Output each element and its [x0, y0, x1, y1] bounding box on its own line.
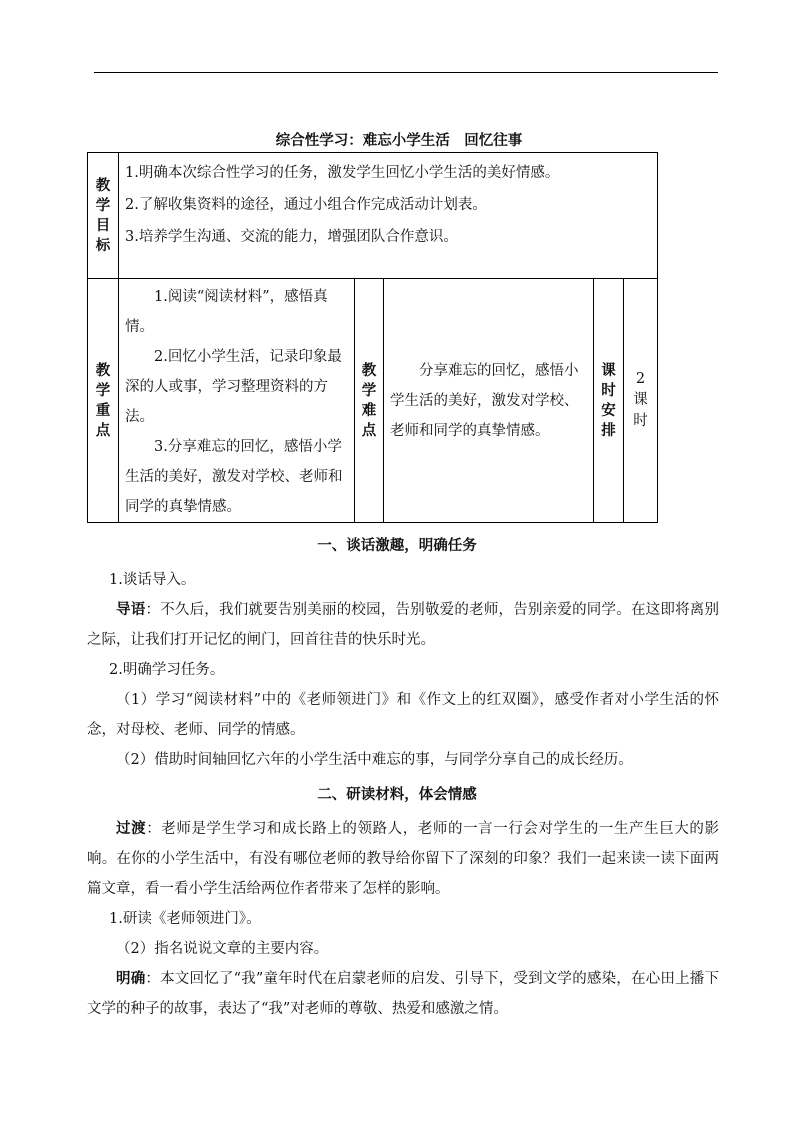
paragraph: 导语：不久后，我们就要告别美丽的校园，告别敬爱的老师，告别亲爱的同学。在这即将离别之际，让我们打开记忆的闸门，回首往昔的快乐时光。	[87, 602, 720, 648]
paragraph: （2）指名说说文章的主要内容。	[116, 941, 329, 957]
key-point-item: 2.回忆小学生活，记录印象最深的人或事，学习整理资料的方法。	[125, 349, 342, 425]
paragraph: （1）学习“阅读材料”中的《老师领进门》和《作文上的红双圈》，感受作者对小学生活的怀念，对母校、老师、同学的情感。	[87, 692, 719, 738]
goals-row	[88, 153, 658, 279]
difficulty-label: 教 学 难 点	[355, 279, 384, 523]
key-points-cell	[119, 279, 355, 523]
hours-label: 课 时 安 排	[594, 279, 624, 523]
paragraph: 1.研读《老师领进门》。	[109, 911, 261, 927]
paragraph: 1.谈话导入。	[109, 572, 196, 588]
goal-item: 1.明确本次综合性学习的任务，激发学生回忆小学生活的美好情感。	[125, 165, 560, 181]
page-title: 综合性学习：难忘小学生活 回忆往事	[275, 133, 523, 149]
key-point-item: 3.分享难忘的回忆，感悟小学生活的美好，激发对学校、老师和同学的真挚情感。	[125, 439, 343, 515]
section-heading-2: 二、研读材料，体会情感	[317, 787, 477, 803]
difficulty-cell: 分享难忘的回忆，感悟小学生活的美好，激发对学校、老师和同学的真挚情感。	[384, 279, 594, 523]
key-point-item: 1.阅读“阅读材料”，感悟真情。	[125, 289, 328, 335]
paragraph: （2）借助时间轴回忆六年的小学生活中难忘的事，与同学分享自己的成长经历。	[116, 752, 633, 768]
hours-value: 2 课 时	[624, 279, 658, 523]
section-heading-1: 一、谈话激趣，明确任务	[317, 538, 477, 554]
goals-label: 教 学 目 标	[88, 153, 119, 279]
paragraph: 2.明确学习任务。	[109, 662, 225, 678]
goals-cell	[119, 153, 658, 279]
paragraph: 明确：本文回忆了“我”童年时代在启蒙老师的启发、引导下，受到文学的感染，在心田上播下文学的种子的故事，表达了“我”对老师的尊敬、热爱和感激之情。	[87, 971, 720, 1017]
focus-row	[88, 279, 658, 523]
key-points-label: 教 学 重 点	[88, 279, 119, 523]
goal-item: 2.了解收集资料的途径，通过小组合作完成活动计划表。	[125, 197, 487, 213]
goal-item: 3.培养学生沟通、交流的能力，增强团队合作意识。	[125, 229, 458, 245]
header-rule	[94, 72, 718, 73]
lesson-plan-table	[87, 152, 658, 523]
paragraph: 过渡：老师是学生学习和成长路上的领路人，老师的一言一行会对学生的一生产生巨大的影响。在你的小学生活中，有没有哪位老师的教导给你留下了深刻的印象？我们一起来读一读下面两篇文章，看一看小学生活给两位作者带来了怎样的影响。	[87, 821, 720, 897]
